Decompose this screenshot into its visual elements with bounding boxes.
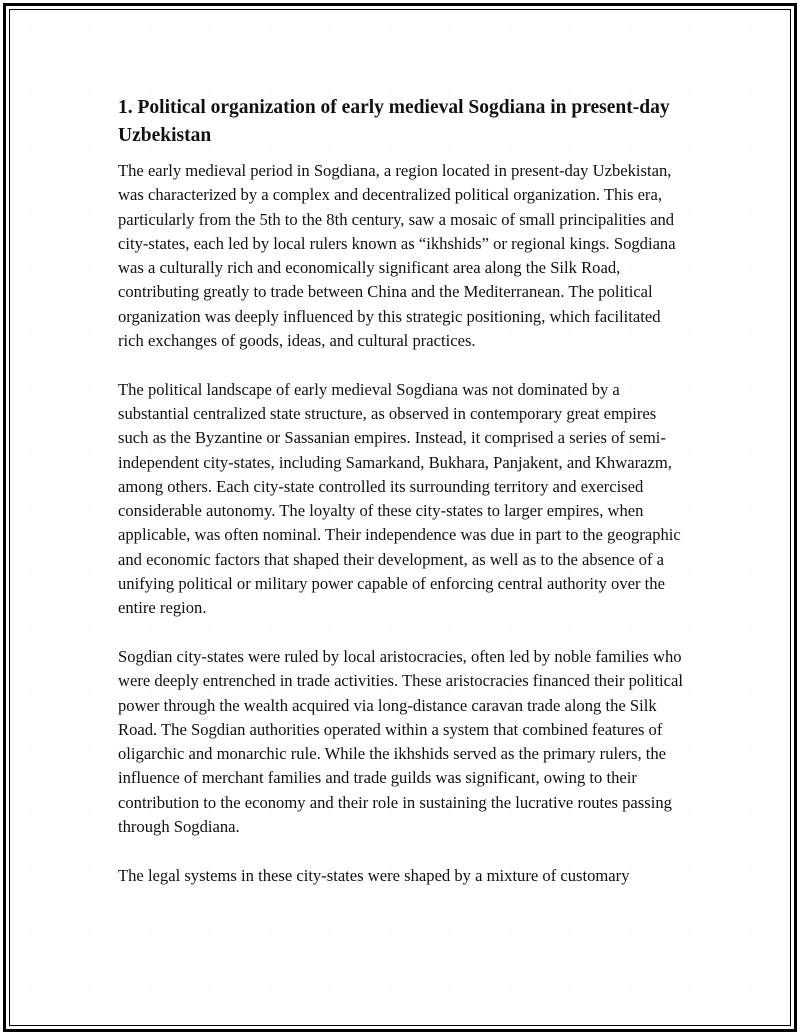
document-body [118, 94, 690, 912]
section-heading: 1. Political organization of early medieval Sogdiana in present-day Uzbekistan [118, 97, 670, 146]
paragraph-3: Sogdian city-states were ruled by local aristocracies, often led by noble families who were deeply entrenched in trade activities. These aristocracies financed their political power through the wealth acquired via long-distance caravan trade along the Silk Road. The Sogdian authorities operated within a system that combined features of oligarchic and monarchic rule. While the ikhshids served as the primary rulers, the influence of merchant families and trade guilds was significant, owing to their contribution to the economy and their role in sustaining the lucrative routes passing through Sogdiana. [118, 646, 684, 837]
paragraph-2: The political landscape of early medieval Sogdiana was not dominated by a substantial centralized state structure, as observed in contemporary great empires such as the Byzantine or Sassanian empires. Instead, it comprised a series of semi-independent city-states, including Samarkand, Bukhara, Panjakent, and Khwarazm, among others. Each city-state controlled its surrounding territory and exercised considerable autonomy. The loyalty of these city-states to larger empires, when applicable, was often nominal. Their independence was due in part to the geographic and economic factors that shaped their development, as well as to the absence of a unifying political or military power capable of enforcing central authority over the entire region. [118, 379, 681, 618]
paragraph-4: The legal systems in these city-states were shaped by a mixture of customary [118, 865, 630, 885]
paragraph-1: The early medieval period in Sogdiana, a region located in present-day Uzbekistan, was characterized by a complex and decentralized political organization. This era, particularly from the 5th to the 8th century, saw a mosaic of small principalities and city-states, each led by local rulers known as “ikhshids” or regional kings. Sogdiana was a culturally rich and economically significant area along the Silk Road, contributing greatly to trade between China and the Mediterranean. The political organization was deeply influenced by this strategic positioning, which facilitated rich exchanges of goods, ideas, and cultural practices. [118, 161, 676, 351]
